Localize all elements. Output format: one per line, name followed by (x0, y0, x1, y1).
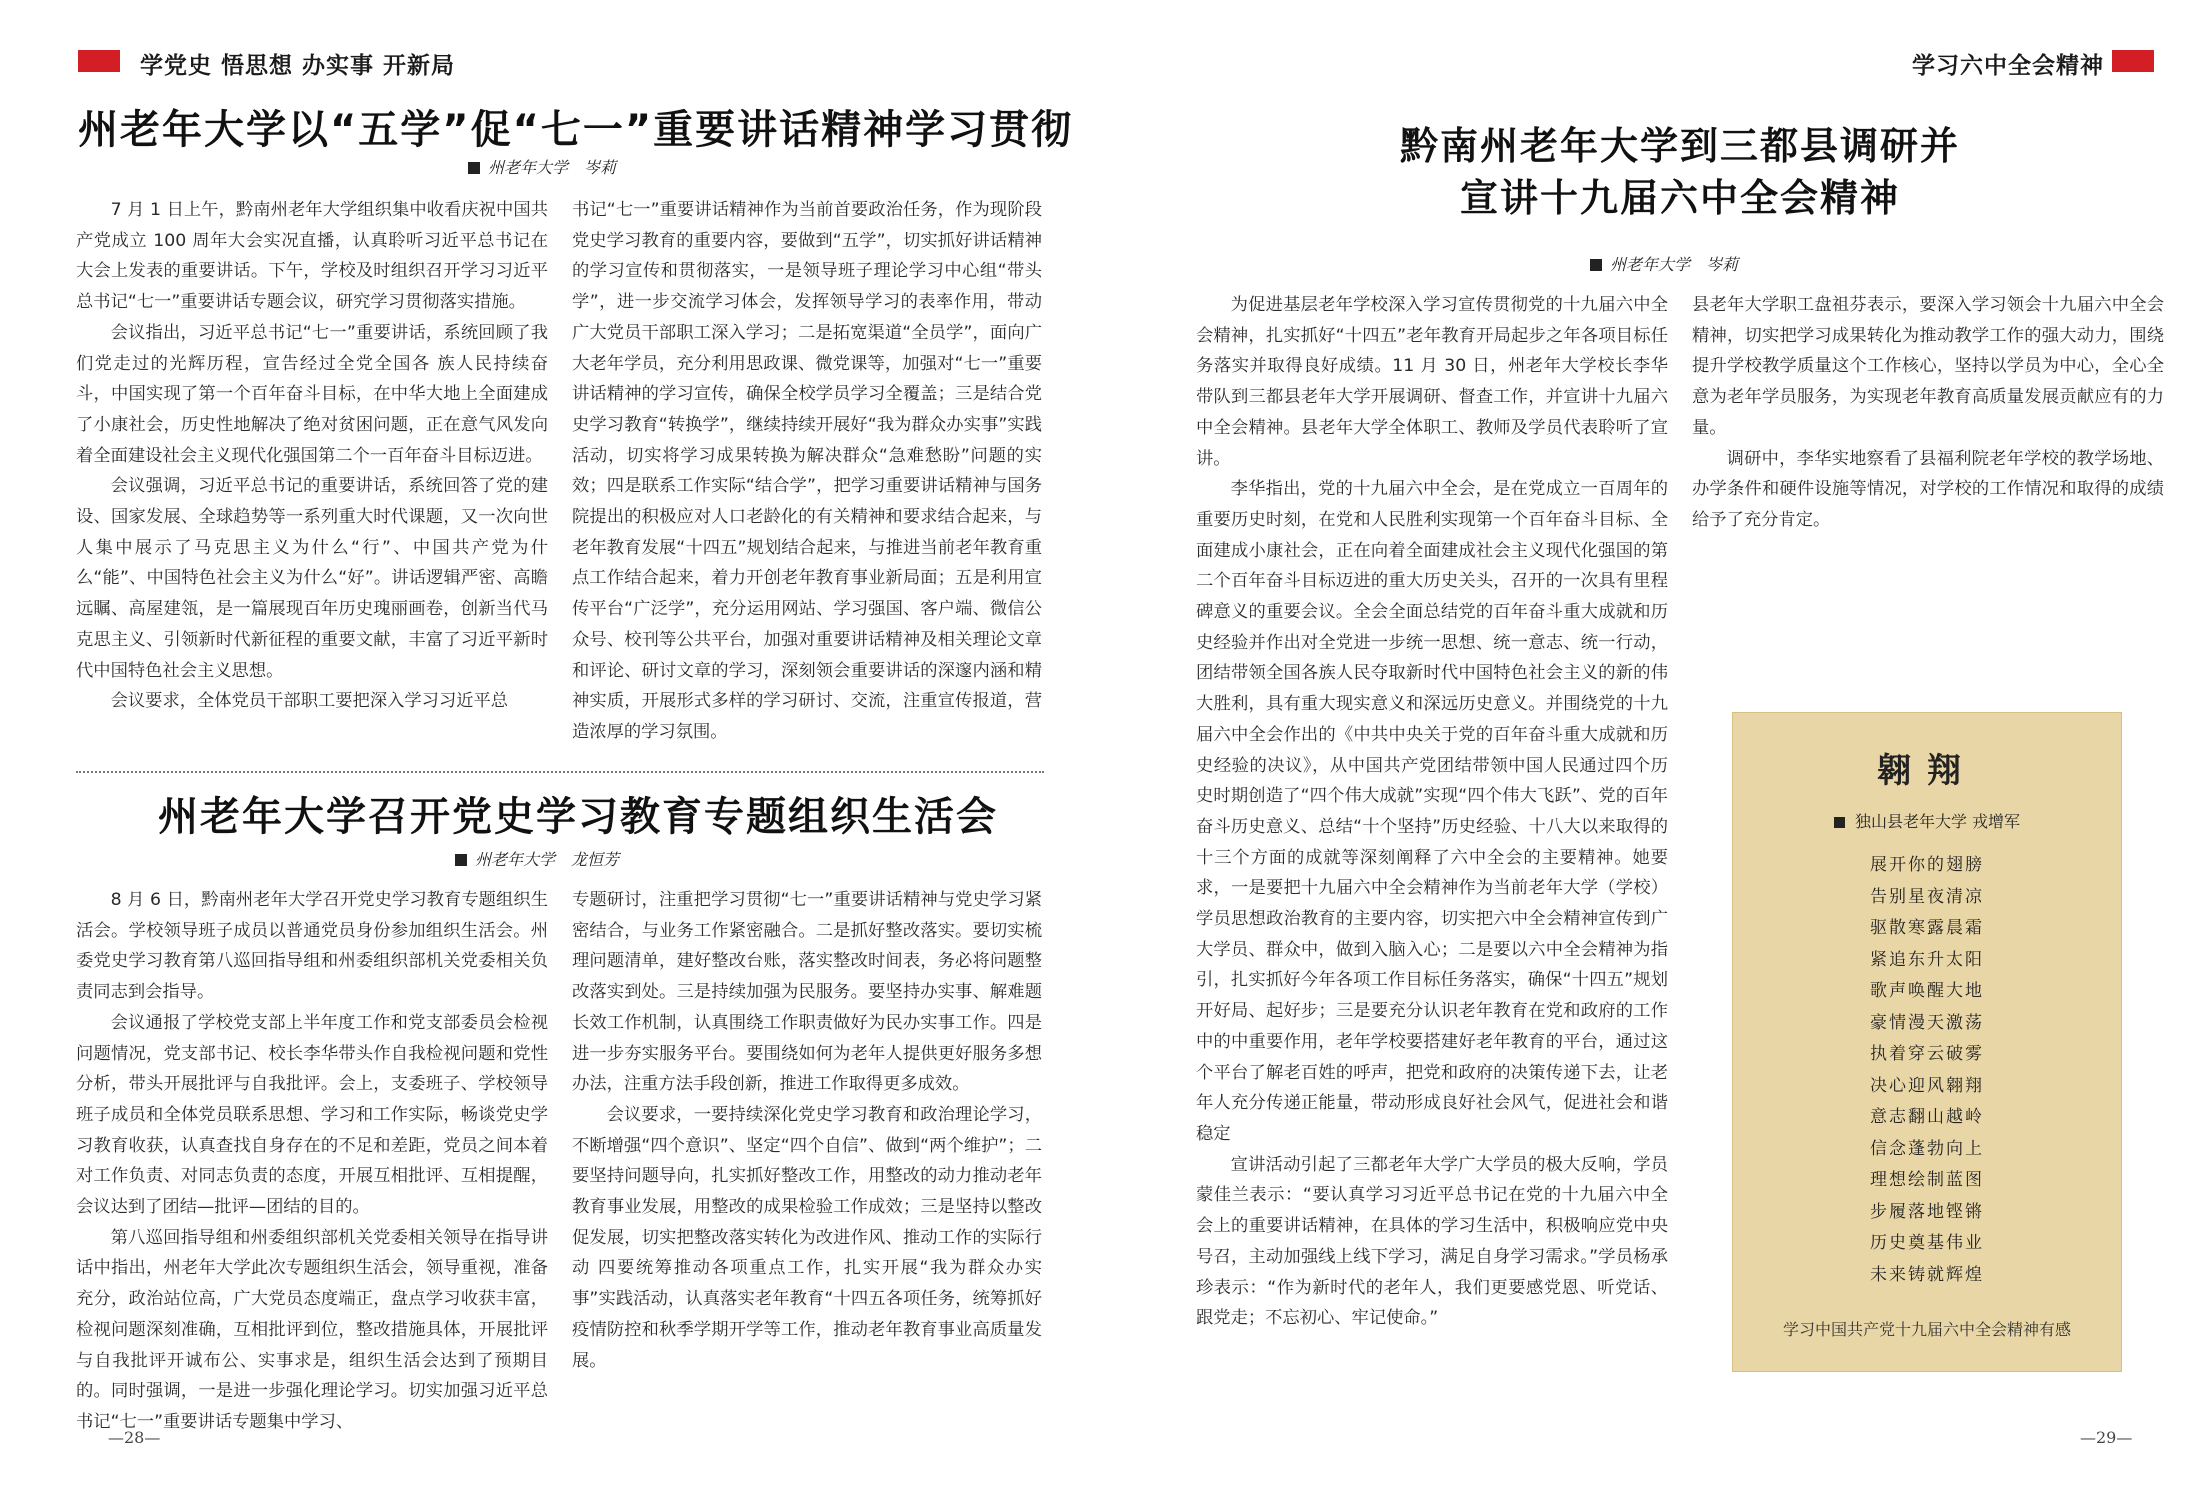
paragraph: 宣讲活动引起了三都老年大学广大学员的极大反响，学员蒙佳兰表示：“要认真学习习近平总书记在党的十九届六中全会上的重要讲话精神，在具体的学习生活中，积极响应党中央号召，主动加强线上线下学习，满足自身学习需求。”学员杨承珍表示：“作为新时代的老年人，我们更要感党恩、听党话、跟党走；不忘初心、牢记使命。” (1196, 1154, 1668, 1329)
article1-column-2 (572, 195, 1042, 755)
header-left-red-bar (78, 50, 120, 72)
article3-title (1300, 120, 2060, 224)
poem-line: 展开你的翅膀 (1870, 855, 1984, 875)
byline-square-icon (1590, 259, 1602, 271)
poem-line: 驱散寒露晨霜 (1870, 918, 1984, 938)
paragraph: 会议要求，一要持续深化党史学习教育和政治理论学习，不断增强“四个意识”、坚定“四个自信”、做到“两个维护”；二要坚持问题导向，扎实抓好整改工作，用整改的动力推动老年教育事业发展，用整改的成果检验工作成效；三是坚持以整改促发展，切实把整改落实转化为改进作风、推动工作的实际行动 四要统筹推动各项重点工作，扎实开展“我为群众办实事”实践活动，认真落实老年教育“十四五各项任务，统筹抓好疫情防控和秋季学期开学等工作，推动老年教育事业高质量发展。 (572, 1104, 1042, 1371)
article1-byline (468, 155, 616, 178)
poem-line: 歌声唤醒大地 (1870, 981, 1984, 1001)
header-left-title: 学党史 悟思想 办实事 开新局 (140, 53, 456, 79)
poem-line: 步履落地铿锵 (1870, 1201, 1984, 1222)
paragraph: 会议强调，习近平总书记的重要讲话，系统回答了党的建设、国家发展、全球趋势等一系列重大时代课题，又一次向世人集中展示了马克思主义为什么“行”、中国共产党为什么“能”、中国特色社会主义为什么“好”。讲话逻辑严密、高瞻远瞩、高屋建瓴，是一篇展现百年历史瑰丽画卷，创新当代马克思主义、引领新时代新征程的重要文献，丰富了习近平新时代中国特色社会主义思想。 (76, 476, 548, 681)
paragraph: 书记“七一”重要讲话精神作为当前首要政治任务，作为现阶段党史学习教育的重要内容，要做到“五学”，切实抓好讲话精神的学习宣传和贯彻落实，一是领导班子理论学习中心组“带头学”，进一步交流学习体会，发挥领导学习的表率作用，带动广大党员干部职工深入学习；二是拓宽渠道“全员学”，面向广大老年学员，充分利用思政课、微党课等，加强对“七一”重要讲话精神的学习宣传，确保全校学员学习全覆盖；三是结合党史学习教育“转换学”，继续持续开展好“我为群众办实事”实践活动，切实将学习成果转换为解决群众“急难愁盼”问题的实效；四是联系工作实际“结合学”，把学习重要讲话精神与国务院提出的积极应对人口老龄化的有关精神和要求结合起来，与老年教育发展“十四五”规划结合起来，与推进当前老年教育重点工作结合起来，着力开创老年教育事业新局面；五是利用宣传平台“广泛学”，充分运用网站、学习强国、客户端、微信公众号、校刊等公共平台，加强对重要讲话精神及相关理论文章和评论、研讨文章的学习，深刻领会重要讲话的深邃内涵和精神实质，开展形式多样的学习研讨、交流，注重宣传报道，营造浓厚的学习氛围。 (572, 200, 1042, 742)
paragraph: 李华指出，党的十九届六中全会，是在党成立一百周年的重要历史时刻，在党和人民胜利实现第一个百年奋斗目标、全面建成小康社会，正在向着全面建成社会主义现代化强国的第二个百年奋斗目标迈进的重大历史关头，召开的一次具有里程碑意义的重要会议。全会全面总结党的百年奋斗重大成就和历史经验并作出对全党进一步统一思想、统一意志、统一行动，团结带领全国各族人民夺取新时代中国特色社会主义的新的伟大胜利，具有重大现实意义和深远历史意义。并围绕党的十九届六中全会作出的《中共中央关于党的百年奋斗重大成就和历史经验的决议》，从中国共产党团结带领中国人民通过四个历史时期创造了“四个伟大成就”实现“四个伟大飞跃”、党的百年奋斗历史意义、总结“十个坚持”历史经验、十八大以来取得的十三个方面的成就等深刻阐释了六中全会的主要精神。她要求，一是要把十九届六中全会精神作为当前老年大学（学校）学员思想政治教育的主要内容，切实把六中全会精神宣传到广大学员、群众中，做到入脑入心；二是要以六中全会精神为指引，扎实抓好今年各项工作目标任务落实，确保“十四五”规划开好局、起好步；三是要充分认识老年教育在党和政府的工作中的中重要作用，老年学校要搭建好老年教育的平台，通过这个平台了解老百姓的呼声，把党和政府的决策传递下去，让老年人充分传递正能量，带动形成良好社会风气，促进社会和谐稳定 (1196, 479, 1668, 1144)
article3-column-2 (1692, 290, 2164, 550)
paragraph: 为促进基层老年学校深入学习宣传贯彻党的十九届六中全会精神，扎实抓好“十四五”老年教育开局起步之年各项目标任务落实并取得良好成绩。11 月 30 日，州老年大学校长李华带队到三都县老年大学开展调研、督查工作，并宣讲十九届六中全会精神。县老年大学全体职工、教师及学员代表聆听了宣讲。 (1196, 295, 1668, 469)
poem-line: 决心迎风翱翔 (1870, 1075, 1984, 1096)
article3-byline (1590, 252, 1738, 275)
section-divider (76, 771, 1044, 773)
page-number-right: —29— (2080, 1428, 2133, 1447)
page-number-left: —28— (108, 1428, 161, 1447)
paragraph: 专题研讨，注重把学习贯彻“七一”重要讲话精神与党史学习紧密结合，与业务工作紧密融合。二是抓好整改落实。要切实梳理问题清单，建好整改台账，落实整改时间表，务必将问题整改落实到处。三是持续加强为民服务。要坚持办实事、解难题长效工作机制，认真围绕工作职责做好为民办实事工作。四是进一步夯实服务平台。要围绕如何为老年人提供更好服务多想办法，注重方法手段创新，推进工作取得更多成效。 (572, 890, 1042, 1095)
poem-title: 翱翔 (1877, 751, 1977, 791)
poem-line: 理想绘制蓝图 (1870, 1170, 1984, 1190)
poem-line: 历史奠基伟业 (1870, 1233, 1984, 1253)
byline-square-icon (468, 162, 480, 174)
poem-line: 告别星夜清凉 (1870, 886, 1984, 907)
poem-line: 紧追东升太阳 (1870, 949, 1984, 970)
paragraph: 7 月 1 日上午，黔南州老年大学组织集中收看庆祝中国共产党成立 100 周年大会实况直播，认真聆听习近平总书记在大会上发表的重要讲话。下午，学校及时组织召开学习习近平总书记“七一”重要讲话专题会议，研究学习贯彻落实措施。 (76, 200, 548, 313)
article2-byline (455, 847, 619, 870)
article2-column-2 (572, 885, 1042, 1415)
article3-title-line1: 黔南州老年大学到三都县调研并 (1399, 124, 1960, 168)
paragraph: 会议指出，习近平总书记“七一”重要讲话，系统回顾了我们党走过的光辉历程，宣告经过全党全国各 族人民持续奋斗，中国实现了第一个百年奋斗目标，在中华大地上全面建成了小康社会，历史性地解决了绝对贫困问题，正在意气风发向着全面建设社会主义现代化强国第二个一百年奋斗目标迈进。 (76, 322, 548, 466)
paragraph: 8 月 6 日，黔南州老年大学召开党史学习教育专题组织生活会。学校领导班子成员以普通党员身份参加组织生活会。州委党史学习教育第八巡回指导组和州委组织部机关党委相关负责同志到会指导。 (76, 890, 548, 1003)
article2-title: 州老年大学召开党史学习教育专题组织生活会 (158, 794, 998, 840)
article3-column-1 (1196, 290, 1668, 1385)
article2-column-1 (76, 885, 548, 1432)
paragraph: 调研中，李华实地察看了县福利院老年学校的教学场地、办学条件和硬件设施等情况，对学校的工作情况和取得的成绩给予了充分肯定。 (1692, 448, 2164, 530)
poem-line: 意志翻山越岭 (1870, 1107, 1984, 1127)
article1-column-1 (76, 195, 548, 755)
paragraph: 第八巡回指导组和州委组织部机关党委相关领导在指导讲话中指出，州老年大学此次专题组织生活会，领导重视，准备充分，政治站位高，广大党员态度端正，盘点学习收获丰富，检视问题深刻准确，互相批评到位，整改措施具体，开展批评与自我批评开诚布公、实事求是，组织生活会达到了预期目的。同时强调，一是进一步强化理论学习。切实加强习近平总书记“七一”重要讲话专题集中学习、 (76, 1227, 548, 1432)
article2-byline-text: 州老年大学 龙恒芳 (475, 850, 620, 869)
paragraph: 会议通报了学校党支部上半年度工作和党支部委员会检视问题情况，党支部书记、校长李华带头作自我检视问题和党性分析，带头开展批评与自我批评。会上，支委班子、学校领导班子成员和全体党员联系思想、学习和工作实际，畅谈党史学习教育收获，认真查找自身存在的不足和差距，党员之间本着对工作负责、对同志负责的态度，开展互相批评、互相提醒，会议达到了团结—批评—团结的目的。 (76, 1012, 548, 1218)
paragraph: 会议要求，全体党员干部职工要把深入学习习近平总 (110, 691, 509, 712)
paragraph: 县老年大学职工盘祖芬表示，要深入学习领会十九届六中全会精神，切实把学习成果转化为推动教学工作的强大动力，围绕提升学校教学质量这个工作核心，坚持以学员为中心，全心全意为老年学员服务，为实现老年教育高质量发展贡献应有的力量。 (1692, 295, 2164, 438)
poem-footer: 学习中国共产党十九届六中全会精神有感 (1782, 1320, 2071, 1339)
header-right-red-bar (2112, 50, 2154, 72)
poem-lines (1733, 825, 2121, 1291)
poem-byline-text: 独山县老年大学 戎增军 (1854, 812, 2021, 831)
article3-byline-text: 州老年大学 岑莉 (1610, 255, 1739, 274)
poem-line: 信念蓬勃向上 (1870, 1138, 1984, 1159)
byline-square-icon (455, 854, 467, 866)
poem-box (1732, 712, 2122, 1372)
article1-title: 州老年大学以“五学”促“七一”重要讲话精神学习贯彻 (78, 107, 1074, 153)
poem-line: 豪情漫天激荡 (1870, 1012, 1984, 1033)
poem-line: 未来铸就辉煌 (1870, 1264, 1984, 1285)
article1-byline-text: 州老年大学 岑莉 (488, 158, 617, 177)
header-right-title: 学习六中全会精神 (1912, 53, 2104, 79)
poem-line: 执着穿云破雾 (1870, 1044, 1984, 1064)
article3-title-line2: 宣讲十九届六中全会精神 (1459, 176, 1900, 220)
